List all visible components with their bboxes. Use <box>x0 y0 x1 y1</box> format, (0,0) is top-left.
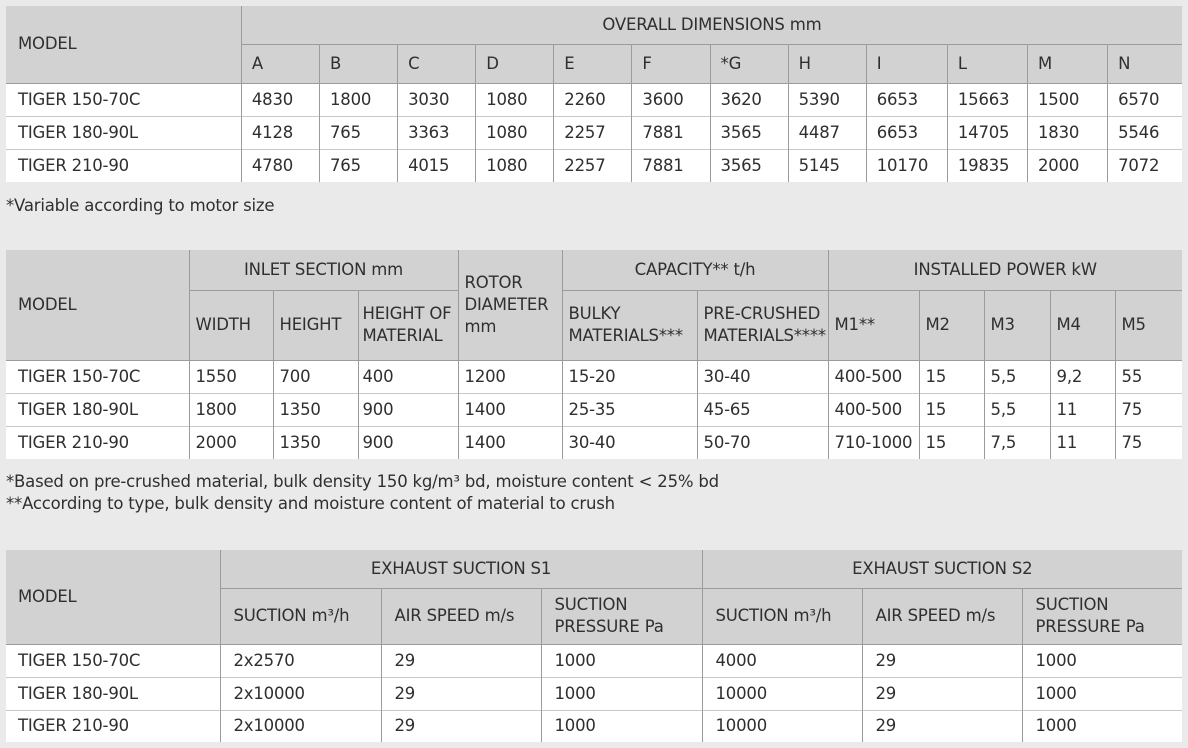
value-cell: 400 <box>358 360 458 393</box>
value-cell: 7,5 <box>984 426 1050 459</box>
value-cell: 2x10000 <box>220 677 381 710</box>
inlet-section-header: INLET SECTION mm <box>189 250 458 290</box>
value-cell: 5145 <box>788 149 866 182</box>
column-header: M2 <box>919 290 984 360</box>
column-header: AIR SPEED m/s <box>862 588 1022 644</box>
value-cell: 3620 <box>710 83 788 116</box>
value-cell: 19835 <box>947 149 1027 182</box>
value-cell: 10000 <box>702 710 862 742</box>
column-header: WIDTH <box>189 290 273 360</box>
value-cell: 2257 <box>554 116 632 149</box>
value-cell: 25-35 <box>562 393 697 426</box>
value-cell: 15-20 <box>562 360 697 393</box>
table-row <box>6 710 1182 742</box>
column-header: PRE-CRUSHED MATERIALS**** <box>697 290 828 360</box>
column-header: SUCTION m³/h <box>702 588 862 644</box>
value-cell: 1080 <box>476 116 554 149</box>
value-cell: 3565 <box>710 149 788 182</box>
column-header: HEIGHT <box>273 290 358 360</box>
column-header: F <box>632 44 710 83</box>
value-cell: 29 <box>381 677 541 710</box>
value-cell: 710-1000 <box>828 426 919 459</box>
column-header: M1** <box>828 290 919 360</box>
column-header: D <box>476 44 554 83</box>
table-row <box>6 426 1182 459</box>
value-cell: 5,5 <box>984 393 1050 426</box>
value-cell: 1800 <box>189 393 273 426</box>
value-cell: 1080 <box>476 149 554 182</box>
value-cell: 15663 <box>947 83 1027 116</box>
value-cell: 7072 <box>1108 149 1182 182</box>
value-cell: 5,5 <box>984 360 1050 393</box>
value-cell: 1800 <box>319 83 397 116</box>
model-cell: TIGER 180-90L <box>6 116 241 149</box>
value-cell: 45-65 <box>697 393 828 426</box>
column-header: L <box>947 44 1027 83</box>
value-cell: 9,2 <box>1050 360 1115 393</box>
exhaust-table <box>6 550 1182 742</box>
value-cell: 1350 <box>273 393 358 426</box>
value-cell: 1200 <box>458 360 562 393</box>
value-cell: 29 <box>862 677 1022 710</box>
performance-table <box>6 250 1182 459</box>
table-row <box>6 149 1182 182</box>
value-cell: 15 <box>919 426 984 459</box>
value-cell: 2257 <box>554 149 632 182</box>
dimensions-table <box>6 6 1182 182</box>
column-header: E <box>554 44 632 83</box>
model-cell: TIGER 210-90 <box>6 710 220 742</box>
value-cell: 4000 <box>702 644 862 677</box>
value-cell: 4487 <box>788 116 866 149</box>
column-header: BULKY MATERIALS*** <box>562 290 697 360</box>
table-row <box>6 644 1182 677</box>
model-header: MODEL <box>6 550 220 644</box>
performance-footnote-1: *Based on pre-crushed material, bulk density 150 kg/m³ bd, moisture content < 25% bd <box>6 472 719 491</box>
value-cell: 1000 <box>541 677 702 710</box>
value-cell: 1400 <box>458 393 562 426</box>
value-cell: 1000 <box>1022 677 1182 710</box>
value-cell: 4128 <box>241 116 319 149</box>
value-cell: 4830 <box>241 83 319 116</box>
performance-footnote-2: **According to type, bulk density and moisture content of material to crush <box>6 494 615 513</box>
column-header: I <box>866 44 947 83</box>
table-row <box>6 360 1182 393</box>
value-cell: 1080 <box>476 83 554 116</box>
value-cell: 1550 <box>189 360 273 393</box>
value-cell: 6653 <box>866 83 947 116</box>
value-cell: 765 <box>319 149 397 182</box>
value-cell: 75 <box>1115 426 1182 459</box>
value-cell: 2x10000 <box>220 710 381 742</box>
column-header: *G <box>710 44 788 83</box>
value-cell: 15 <box>919 393 984 426</box>
value-cell: 55 <box>1115 360 1182 393</box>
column-header: N <box>1108 44 1182 83</box>
column-header: SUCTION PRESSURE Pa <box>541 588 702 644</box>
model-header: MODEL <box>6 250 189 360</box>
value-cell: 10000 <box>702 677 862 710</box>
value-cell: 11 <box>1050 393 1115 426</box>
value-cell: 1000 <box>1022 644 1182 677</box>
value-cell: 765 <box>319 116 397 149</box>
model-cell: TIGER 180-90L <box>6 393 189 426</box>
column-header: HEIGHT OF MATERIAL <box>358 290 458 360</box>
value-cell: 29 <box>862 710 1022 742</box>
value-cell: 7881 <box>632 149 710 182</box>
value-cell: 5546 <box>1108 116 1182 149</box>
value-cell: 700 <box>273 360 358 393</box>
value-cell: 10170 <box>866 149 947 182</box>
table-row <box>6 116 1182 149</box>
value-cell: 1500 <box>1027 83 1107 116</box>
column-header: M5 <box>1115 290 1182 360</box>
value-cell: 14705 <box>947 116 1027 149</box>
value-cell: 400-500 <box>828 393 919 426</box>
column-header: B <box>319 44 397 83</box>
column-header: M4 <box>1050 290 1115 360</box>
model-header: MODEL <box>6 6 241 83</box>
model-cell: TIGER 150-70C <box>6 644 220 677</box>
exhaust-suction-s1-header: EXHAUST SUCTION S1 <box>220 550 702 588</box>
value-cell: 1000 <box>541 710 702 742</box>
value-cell: 3030 <box>398 83 476 116</box>
value-cell: 400-500 <box>828 360 919 393</box>
table-row <box>6 83 1182 116</box>
column-header: A <box>241 44 319 83</box>
model-cell: TIGER 180-90L <box>6 677 220 710</box>
value-cell: 7881 <box>632 116 710 149</box>
model-cell: TIGER 210-90 <box>6 426 189 459</box>
value-cell: 6570 <box>1108 83 1182 116</box>
value-cell: 29 <box>862 644 1022 677</box>
value-cell: 900 <box>358 426 458 459</box>
column-header: H <box>788 44 866 83</box>
value-cell: 900 <box>358 393 458 426</box>
dimensions-footnote: *Variable according to motor size <box>6 196 275 215</box>
value-cell: 29 <box>381 644 541 677</box>
value-cell: 1350 <box>273 426 358 459</box>
value-cell: 5390 <box>788 83 866 116</box>
value-cell: 50-70 <box>697 426 828 459</box>
value-cell: 29 <box>381 710 541 742</box>
value-cell: 2x2570 <box>220 644 381 677</box>
value-cell: 75 <box>1115 393 1182 426</box>
value-cell: 2000 <box>1027 149 1107 182</box>
table-row <box>6 677 1182 710</box>
model-cell: TIGER 150-70C <box>6 360 189 393</box>
value-cell: 6653 <box>866 116 947 149</box>
value-cell: 30-40 <box>697 360 828 393</box>
value-cell: 4780 <box>241 149 319 182</box>
value-cell: 4015 <box>398 149 476 182</box>
value-cell: 1000 <box>1022 710 1182 742</box>
value-cell: 1830 <box>1027 116 1107 149</box>
value-cell: 1000 <box>541 644 702 677</box>
rotor-diameter-header: ROTOR DIAMETER mm <box>458 250 562 360</box>
value-cell: 2000 <box>189 426 273 459</box>
model-cell: TIGER 150-70C <box>6 83 241 116</box>
column-header: SUCTION m³/h <box>220 588 381 644</box>
column-header: AIR SPEED m/s <box>381 588 541 644</box>
model-cell: TIGER 210-90 <box>6 149 241 182</box>
capacity-header: CAPACITY** t/h <box>562 250 828 290</box>
value-cell: 30-40 <box>562 426 697 459</box>
column-header: C <box>398 44 476 83</box>
value-cell: 3600 <box>632 83 710 116</box>
installed-power-header: INSTALLED POWER kW <box>828 250 1182 290</box>
value-cell: 15 <box>919 360 984 393</box>
column-header: M <box>1027 44 1107 83</box>
column-header: M3 <box>984 290 1050 360</box>
value-cell: 1400 <box>458 426 562 459</box>
exhaust-suction-s2-header: EXHAUST SUCTION S2 <box>702 550 1182 588</box>
column-header: SUCTION PRESSURE Pa <box>1022 588 1182 644</box>
table-row <box>6 393 1182 426</box>
value-cell: 2260 <box>554 83 632 116</box>
value-cell: 3363 <box>398 116 476 149</box>
value-cell: 11 <box>1050 426 1115 459</box>
overall-dimensions-header: OVERALL DIMENSIONS mm <box>241 6 1182 44</box>
value-cell: 3565 <box>710 116 788 149</box>
